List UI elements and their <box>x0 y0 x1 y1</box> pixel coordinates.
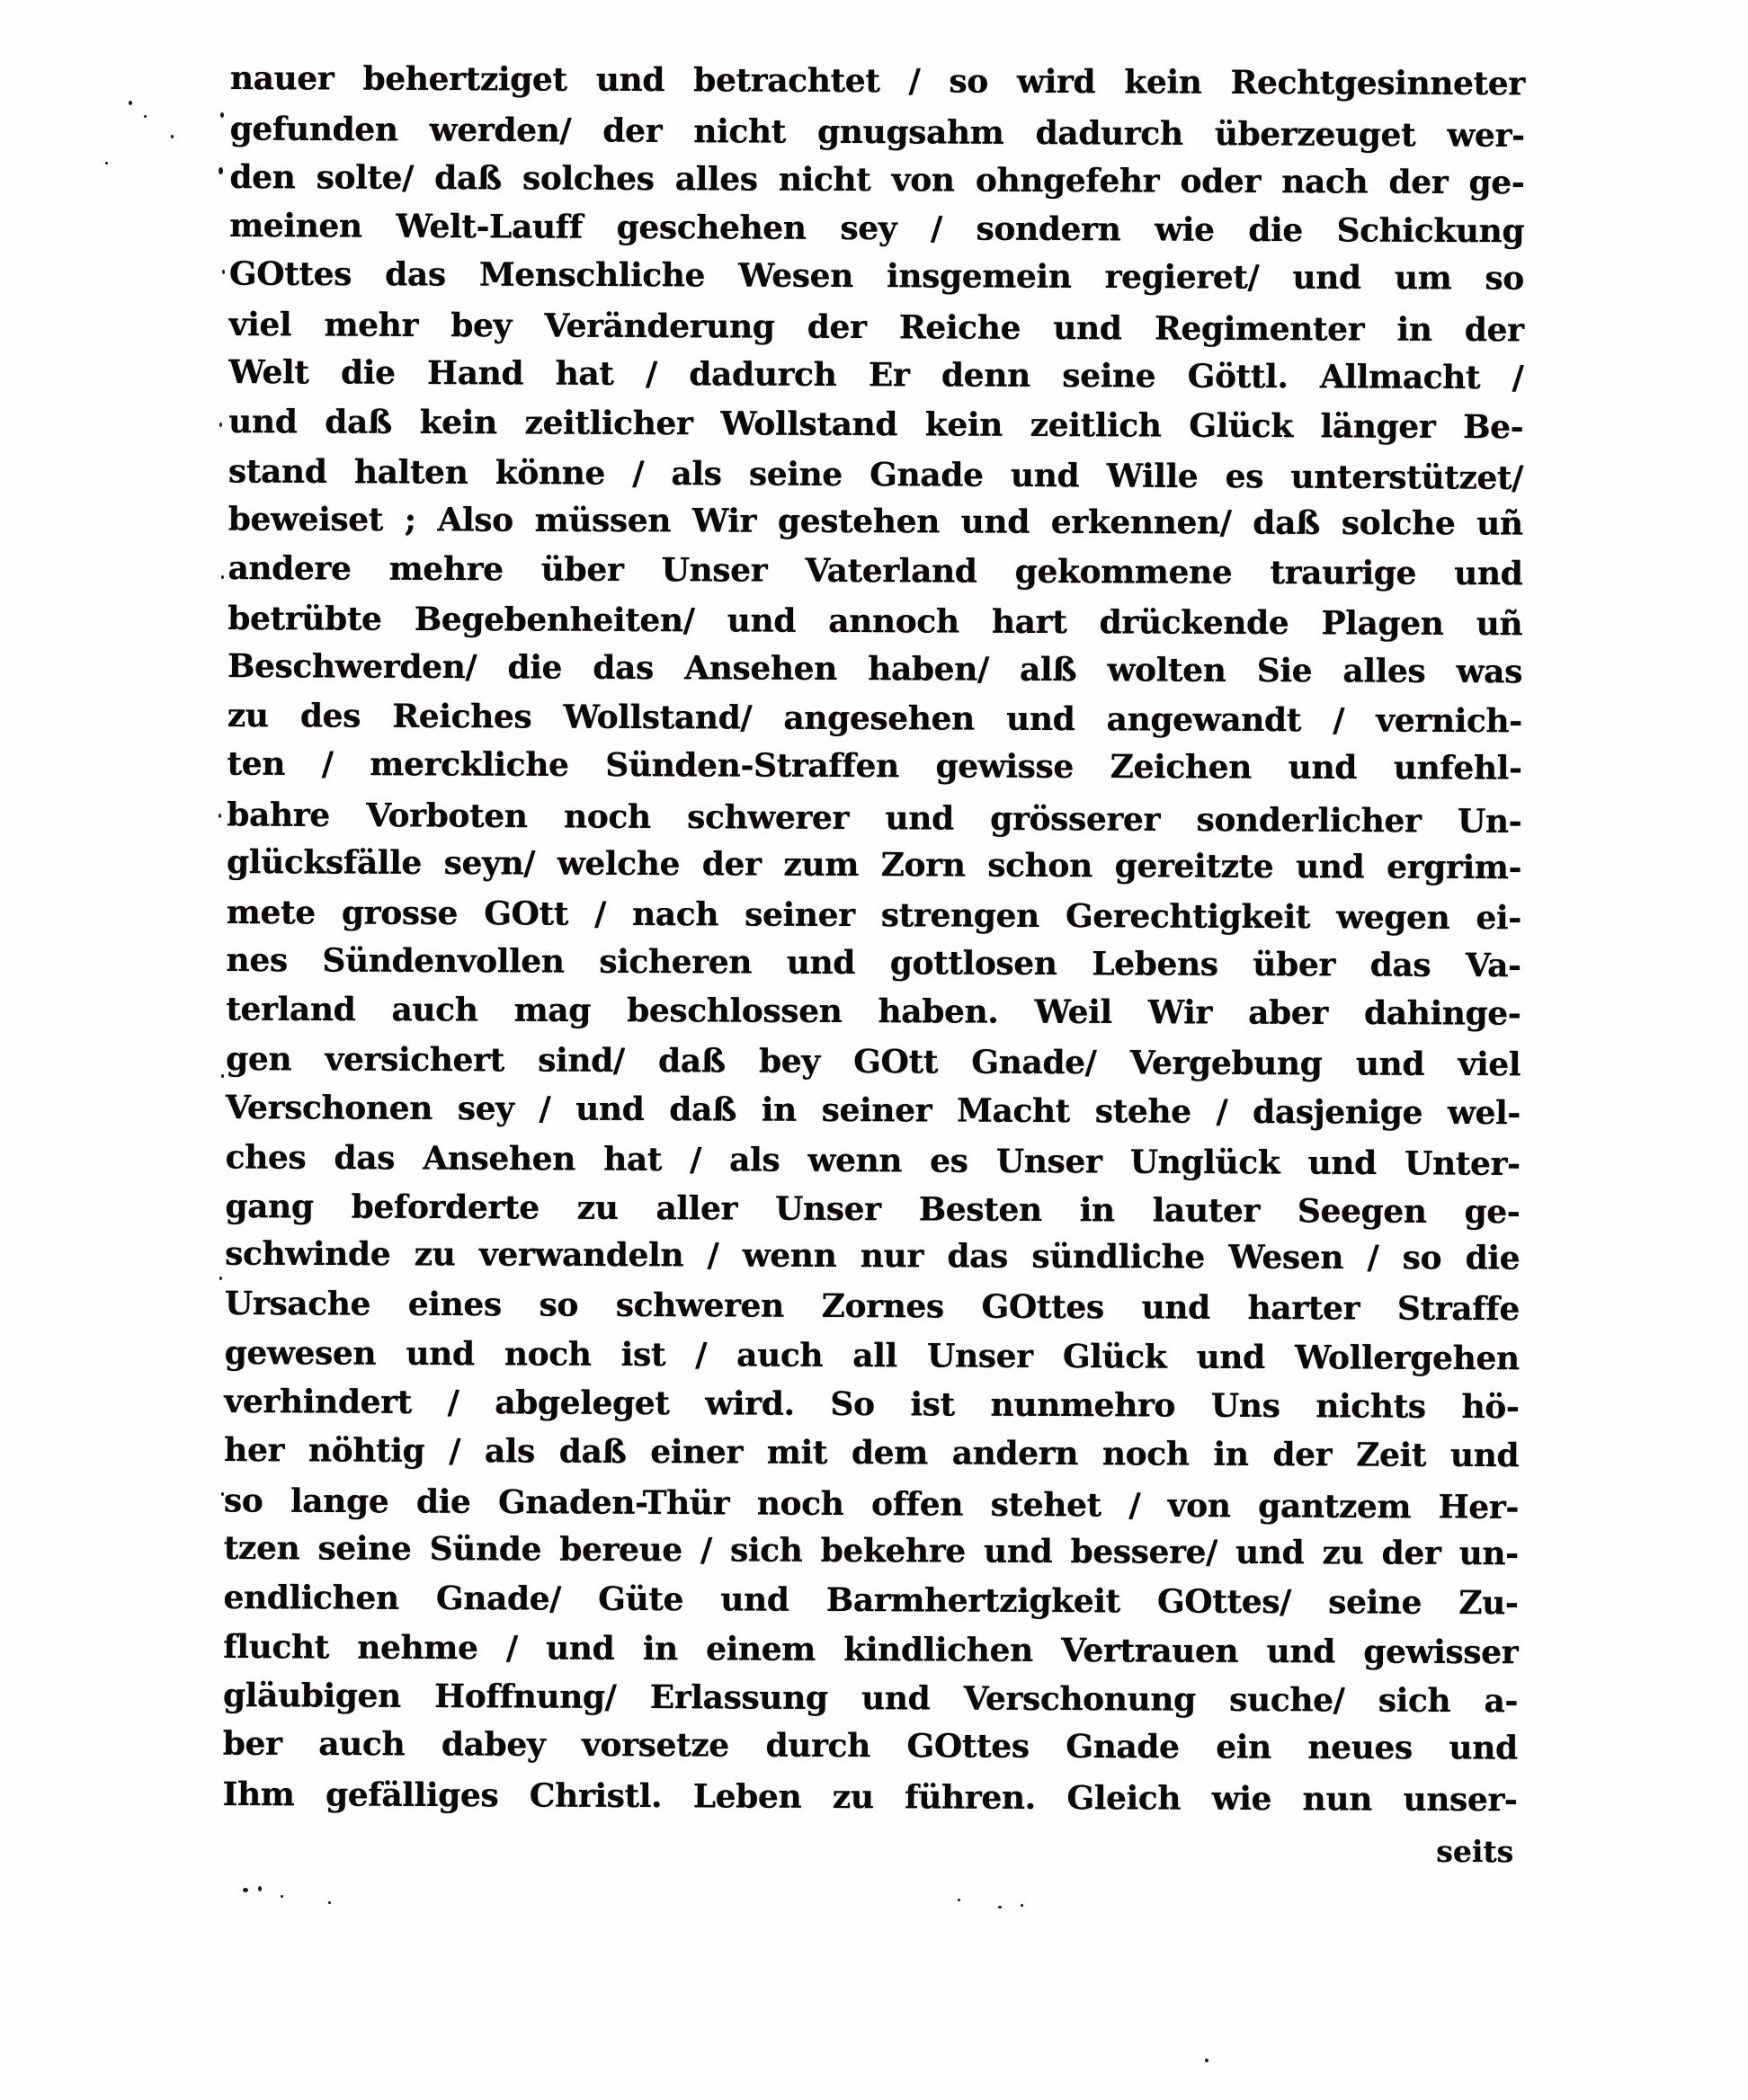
text-line: gen versichert sind/ daß bey GOtt Gnade/ Vergebung und viel <box>226 1039 1521 1084</box>
scan-speckle <box>221 575 224 579</box>
text-line: andere mehre über Unser Vaterland gekommene traurige und <box>227 548 1523 593</box>
scan-speckle <box>243 1888 248 1892</box>
text-line: verhindert / abgeleget wird. So ist nunmehro Uns nichts hö- <box>224 1382 1520 1426</box>
scan-speckle <box>129 101 132 105</box>
scan-speckle <box>1205 2059 1208 2062</box>
text-line: viel mehr bey Veränderung der Reiche und Regimenter in der <box>228 305 1524 349</box>
scan-speckle <box>219 423 222 427</box>
text-line: stand halten könne / als seine Gnade und Wille es unterstützet/ <box>227 452 1524 497</box>
text-line: mete grosse GOtt / nach seiner strengen Gerechtigkeit wegen ei- <box>226 893 1521 937</box>
text-block <box>222 54 1525 1869</box>
text-line: und daß kein zeitlicher Wollstand kein zeitlich Glück länger Be- <box>228 402 1524 446</box>
text-line: zu des Reiches Wollstand/ angesehen und angewandt / vernich- <box>227 696 1522 740</box>
text-line: tzen seine Sünde bereue / sich bekehre und bessere/ und zu der un- <box>223 1528 1519 1573</box>
text-line: endlichen Gnade/ Güte und Barmhertzigkeit GOttes/ seine Zu- <box>223 1578 1519 1622</box>
scan-speckle <box>218 814 221 818</box>
text-line: Welt die Hand hat / dadurch Er denn seine Göttl. Allmacht / <box>228 352 1524 397</box>
scan-speckle <box>1021 1904 1023 1907</box>
scan-speckle <box>221 1492 224 1496</box>
scan-speckle <box>998 1906 1002 1909</box>
scan-speckle <box>281 1895 283 1898</box>
text-line: gläubigen Hoffnung/ Erlassung und Verschonung suche/ sich a- <box>222 1676 1519 1720</box>
scan-speckle <box>328 1901 331 1904</box>
scan-speckle <box>105 162 108 165</box>
text-line: meinen Welt-Lauff geschehen sey / sondern wie die Schickung <box>229 206 1525 250</box>
text-line: gefunden werden/ der nicht gnugsahm dadurch überzeuget wer- <box>229 109 1525 155</box>
scan-speckle <box>218 167 223 174</box>
text-line: beweiset ; Also müssen Wir gestehen und erkennen/ daß solche uñ <box>227 500 1523 543</box>
scan-speckle <box>220 112 224 118</box>
text-line: betrübte Begebenheiten/ und annoch hart drückende Plagen uñ <box>227 599 1523 643</box>
text-line: ten / merckliche Sünden-Straffen gewisse Zeichen und unfehl- <box>227 744 1522 788</box>
text-line: bahre Vorboten noch schwerer und grösserer sonderlicher Un- <box>227 795 1522 841</box>
text-line: gewesen und noch ist / auch all Unser Glück und Wollergehen <box>224 1333 1520 1378</box>
scan-speckle <box>258 1886 262 1891</box>
text-line: ches das Ansehen hat / als wenn es Unser Unglück und Unter- <box>225 1138 1521 1183</box>
text-line: ber auch dabey vorsetze durch GOttes Gnade ein neues und <box>222 1724 1518 1767</box>
text-line: nauer behertziget und betrachtet / so wird kein Rechtgesinneter <box>229 58 1525 103</box>
text-line: den solte/ daß solches alles nicht von ohngefehr oder nach der ge- <box>229 157 1525 202</box>
scan-speckle <box>958 1899 960 1901</box>
text-line: schwinde zu verwandeln / wenn nur das sündliche Wesen / so die <box>225 1234 1521 1277</box>
text-line: so lange die Gnaden-Thür noch offen stehet / von gantzem Her- <box>223 1481 1520 1526</box>
text-line: GOttes das Menschliche Wesen insgemein regieret/ und um so <box>228 254 1524 298</box>
text-line: terland auch mag beschlossen haben. Weil Wir aber dahinge- <box>226 990 1521 1033</box>
text-line: Ursache eines so schweren Zornes GOttes und harter Straffe <box>224 1284 1521 1328</box>
scan-speckle <box>221 1074 224 1078</box>
scan-speckle <box>144 115 147 118</box>
text-line: glücksfälle seyn/ welche der zum Zorn schon gereitzte und ergrim- <box>226 842 1522 887</box>
catchword: seits <box>1436 1833 1514 1870</box>
text-line: Verschonen sey / und daß in seiner Macht stehe / dasjenige wel- <box>225 1088 1521 1132</box>
text-line: flucht nehme / und in einem kindlichen Vertrauen und gewisser <box>223 1627 1519 1672</box>
text-line: Beschwerden/ die das Ansehen haben/ alß wolten Sie alles was <box>227 646 1523 691</box>
scan-speckle <box>219 1277 222 1280</box>
scan-speckle <box>222 270 225 274</box>
text-line: nes Sündenvollen sicheren und gottlosen Lebens über das Va- <box>226 940 1521 985</box>
text-line: Ihm gefälliges Christl. Leben zu führen. Gleich wie nun unser- <box>222 1775 1518 1819</box>
scan-speckle <box>171 135 174 138</box>
text-line: gang beforderte zu aller Unser Besten in lauter Seegen ge- <box>225 1187 1521 1231</box>
text-line: her nöhtig / als daß einer mit dem andern noch in der Zeit und <box>224 1430 1520 1475</box>
